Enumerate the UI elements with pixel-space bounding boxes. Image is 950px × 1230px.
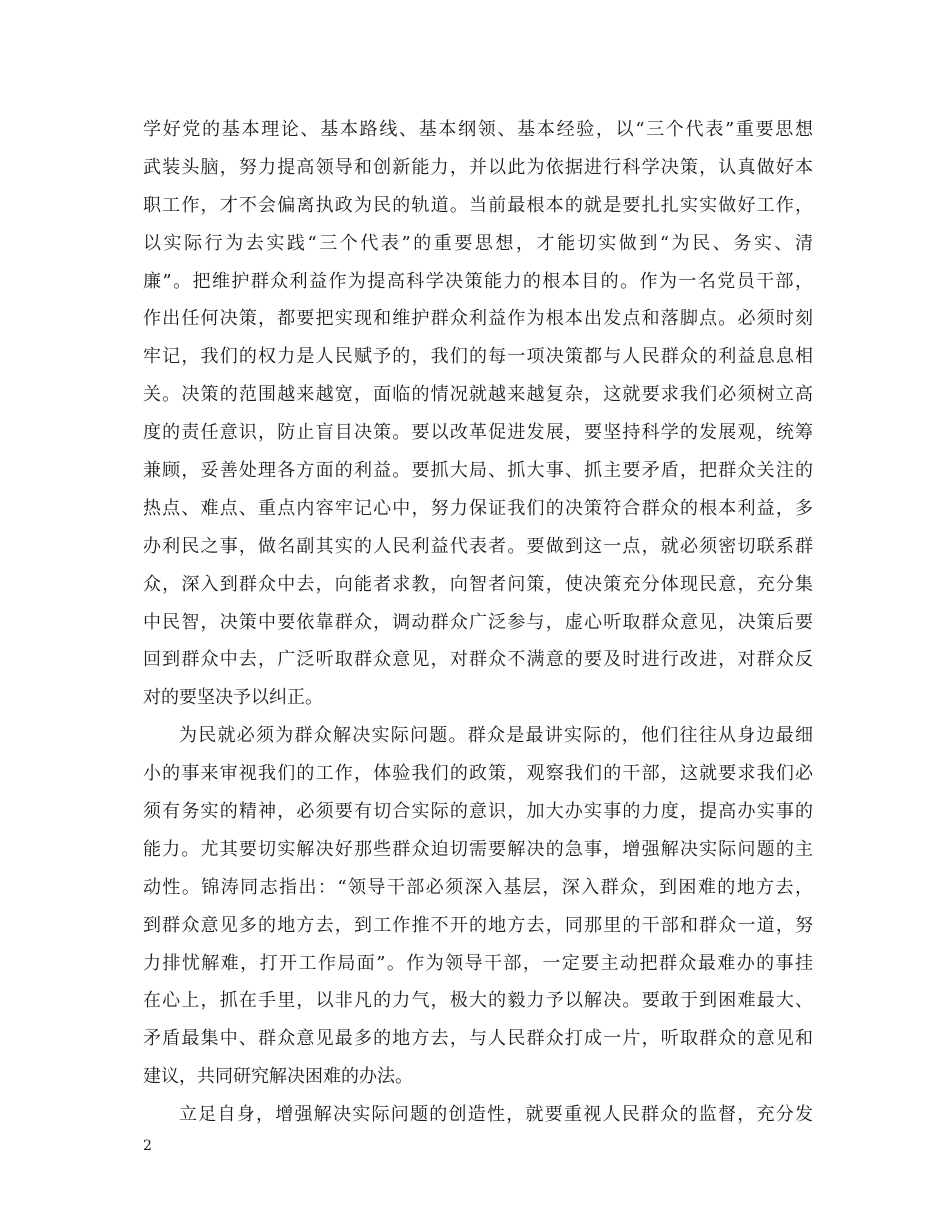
text-line: 兼顾，妥善处理各方面的利益。要抓大局、抓大事、抓主要矛盾，把群众关注的: [143, 460, 813, 482]
document-body: [143, 111, 813, 1134]
text-line: 动性。锦涛同志指出：“领导干部必须深入基层，深入群众，到困难的地方去，: [143, 876, 813, 898]
paragraph-first-line: 立足自身，增强解决实际问题的创造性，就要重视人民群众的监督，充分发: [179, 1104, 813, 1126]
text-line: 作出任何决策，都要把实现和维护群众利益作为根本出发点和落脚点。必须时刻: [143, 308, 813, 330]
text-line: 到群众意见多的地方去，到工作推不开的地方去，同那里的干部和群众一道，努: [143, 914, 813, 936]
text-line: 度的责任意识，防止盲目决策。要以改革促进发展，要坚持科学的发展观，统筹: [143, 422, 813, 444]
text-line: 回到群众中去，广泛听取群众意见，对群众不满意的要及时进行改进，对群众反: [143, 649, 813, 671]
text-line: 武装头脑，努力提高领导和创新能力，并以此为依据进行科学决策，认真做好本: [143, 156, 813, 178]
text-line: 矛盾最集中、群众意见最多的地方去，与人民群众打成一片，听取群众的意见和: [143, 1028, 813, 1050]
text-line: 众，深入到群众中去，向能者求教，向智者问策，使决策充分体现民意，充分集: [143, 573, 813, 595]
text-line: 牢记，我们的权力是人民赋予的，我们的每一项决策都与人民群众的利益息息相: [143, 346, 813, 368]
text-line: 能力。尤其要切实解决好那些群众迫切需要解决的急事，增强解决实际问题的主: [143, 838, 813, 860]
text-line: 热点、难点、重点内容牢记心中，努力保证我们的决策符合群众的根本利益，多: [143, 497, 813, 519]
text-line: 在心上，抓在手里，以非凡的力气，极大的毅力予以解决。要敢于到困难最大、: [143, 990, 813, 1012]
text-line: 廉”。把维护群众利益作为提高科学决策能力的根本目的。作为一名党员干部，: [143, 270, 813, 292]
page-number: 2: [143, 1138, 152, 1154]
text-line: 须有务实的精神，必须要有切合实际的意识，加大办实事的力度，提高办实事的: [143, 801, 813, 823]
text-line: 办利民之事，做名副其实的人民利益代表者。要做到这一点，就必须密切联系群: [143, 535, 813, 557]
text-line: 建议，共同研究解决困难的办法。: [143, 1066, 413, 1088]
paragraph-first-line: 为民就必须为群众解决实际问题。群众是最讲实际的，他们往往从身边最细: [179, 725, 813, 747]
text-line: 关。决策的范围越来越宽，面临的情况就越来越复杂，这就要求我们必须树立高: [143, 384, 813, 406]
text-line: 小的事来审视我们的工作，体验我们的政策，观察我们的干部，这就要求我们必: [143, 763, 813, 785]
text-line: 力排忧解难，打开工作局面”。作为领导干部，一定要主动把群众最难办的事挂: [143, 952, 813, 974]
text-line: 以实际行为去实践“三个代表”的重要思想，才能切实做到“为民、务实、清: [143, 232, 813, 254]
text-line: 职工作，才不会偏离执政为民的轨道。当前最根本的就是要扎扎实实做好工作，: [143, 194, 813, 216]
text-line: 学好党的基本理论、基本路线、基本纲领、基本经验，以“三个代表”重要思想: [143, 119, 813, 140]
text-line: 对的要坚决予以纠正。: [143, 687, 323, 709]
text-line: 中民智，决策中要依靠群众，调动群众广泛参与，虚心听取群众意见，决策后要: [143, 611, 813, 633]
